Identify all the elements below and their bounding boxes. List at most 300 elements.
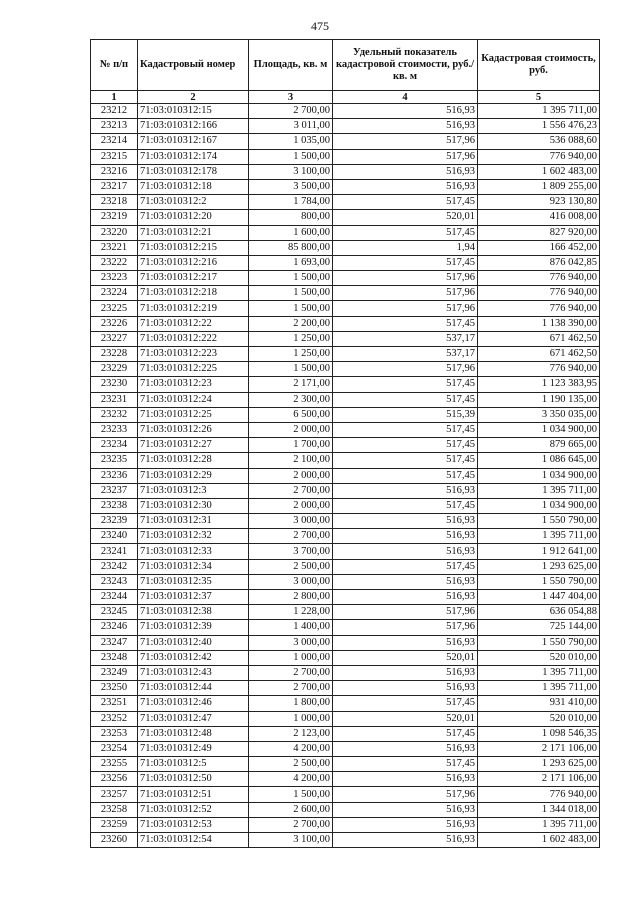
- area-cell: 1 000,00: [249, 711, 333, 726]
- rate-cell: 517,45: [333, 377, 478, 392]
- rate-cell: 520,01: [333, 650, 478, 665]
- cadastral-value-cell: 876 042,85: [478, 255, 600, 270]
- row-number-cell: 23250: [91, 681, 138, 696]
- row-number-cell: 23217: [91, 179, 138, 194]
- table-row: [91, 711, 600, 726]
- table-row: [91, 453, 600, 468]
- table-row: [91, 104, 600, 119]
- rate-cell: 517,45: [333, 757, 478, 772]
- rate-cell: 516,93: [333, 104, 478, 119]
- row-number-cell: 23218: [91, 195, 138, 210]
- rate-cell: 1,94: [333, 240, 478, 255]
- cadastral-number-cell: 71:03:010312:44: [138, 681, 249, 696]
- area-cell: 1 693,00: [249, 255, 333, 270]
- area-cell: 3 500,00: [249, 179, 333, 194]
- row-number-cell: 23251: [91, 696, 138, 711]
- cadastral-number-cell: 71:03:010312:15: [138, 104, 249, 119]
- table-row: [91, 696, 600, 711]
- row-number-cell: 23258: [91, 802, 138, 817]
- cadastral-value-cell: 3 350 035,00: [478, 407, 600, 422]
- cadastral-value-cell: 1 034 900,00: [478, 422, 600, 437]
- column-number: 1: [91, 91, 138, 104]
- row-number-cell: 23212: [91, 104, 138, 119]
- row-number-cell: 23260: [91, 833, 138, 848]
- cadastral-number-cell: 71:03:010312:30: [138, 498, 249, 513]
- row-number-cell: 23231: [91, 392, 138, 407]
- cadastral-number-cell: 71:03:010312:216: [138, 255, 249, 270]
- area-cell: 2 700,00: [249, 817, 333, 832]
- cadastral-number-cell: 71:03:010312:178: [138, 164, 249, 179]
- column-number: 2: [138, 91, 249, 104]
- row-number-cell: 23237: [91, 483, 138, 498]
- cadastral-value-cell: 776 940,00: [478, 286, 600, 301]
- cadastral-number-cell: 71:03:010312:31: [138, 514, 249, 529]
- area-cell: 2 000,00: [249, 468, 333, 483]
- column-numbers-row: [91, 91, 600, 104]
- cadastral-number-cell: 71:03:010312:167: [138, 134, 249, 149]
- cadastral-value-cell: 636 054,88: [478, 605, 600, 620]
- table-row: [91, 164, 600, 179]
- cadastral-value-cell: 2 171 106,00: [478, 772, 600, 787]
- area-cell: 1 500,00: [249, 286, 333, 301]
- area-cell: 3 100,00: [249, 833, 333, 848]
- cadastral-value-cell: 671 462,50: [478, 347, 600, 362]
- rate-cell: 517,45: [333, 316, 478, 331]
- rate-cell: 517,96: [333, 362, 478, 377]
- area-cell: 6 500,00: [249, 407, 333, 422]
- rate-cell: 515,39: [333, 407, 478, 422]
- rate-cell: 537,17: [333, 347, 478, 362]
- rate-cell: 517,45: [333, 255, 478, 270]
- cadastral-number-cell: 71:03:010312:42: [138, 650, 249, 665]
- rate-cell: 517,96: [333, 787, 478, 802]
- area-cell: 2 200,00: [249, 316, 333, 331]
- cadastral-number-cell: 71:03:010312:37: [138, 590, 249, 605]
- cadastral-value-cell: 1 447 404,00: [478, 590, 600, 605]
- rate-cell: 517,45: [333, 438, 478, 453]
- area-cell: 2 700,00: [249, 483, 333, 498]
- cadastral-number-cell: 71:03:010312:43: [138, 665, 249, 680]
- area-cell: 2 123,00: [249, 726, 333, 741]
- area-cell: 800,00: [249, 210, 333, 225]
- cadastral-value-cell: 827 920,00: [478, 225, 600, 240]
- cadastral-number-cell: 71:03:010312:2: [138, 195, 249, 210]
- row-number-cell: 23239: [91, 514, 138, 529]
- cadastral-number-cell: 71:03:010312:223: [138, 347, 249, 362]
- area-cell: 1 250,00: [249, 331, 333, 346]
- table-row: [91, 468, 600, 483]
- area-cell: 2 000,00: [249, 422, 333, 437]
- rate-cell: 520,01: [333, 711, 478, 726]
- rate-cell: 517,45: [333, 498, 478, 513]
- table-row: [91, 498, 600, 513]
- cadastral-value-cell: 1 550 790,00: [478, 635, 600, 650]
- cadastral-number-cell: 71:03:010312:33: [138, 544, 249, 559]
- table-row: [91, 149, 600, 164]
- header-cadastral-number: Кадастровый номер: [138, 40, 249, 91]
- table-row: [91, 665, 600, 680]
- table-row: [91, 301, 600, 316]
- cadastral-value-cell: 776 940,00: [478, 271, 600, 286]
- cadastral-value-cell: 1 395 711,00: [478, 681, 600, 696]
- table-row: [91, 605, 600, 620]
- area-cell: 1 784,00: [249, 195, 333, 210]
- row-number-cell: 23242: [91, 559, 138, 574]
- cadastral-number-cell: 71:03:010312:29: [138, 468, 249, 483]
- table-row: [91, 210, 600, 225]
- cadastral-number-cell: 71:03:010312:48: [138, 726, 249, 741]
- table-row: [91, 347, 600, 362]
- table-row: [91, 772, 600, 787]
- rate-cell: 516,93: [333, 802, 478, 817]
- row-number-cell: 23230: [91, 377, 138, 392]
- cadastral-number-cell: 71:03:010312:51: [138, 787, 249, 802]
- area-cell: 2 600,00: [249, 802, 333, 817]
- table-row: [91, 802, 600, 817]
- cadastral-number-cell: 71:03:010312:34: [138, 559, 249, 574]
- cadastral-number-cell: 71:03:010312:225: [138, 362, 249, 377]
- rate-cell: 517,96: [333, 286, 478, 301]
- row-number-cell: 23236: [91, 468, 138, 483]
- cadastral-number-cell: 71:03:010312:20: [138, 210, 249, 225]
- cadastral-number-cell: 71:03:010312:49: [138, 741, 249, 756]
- area-cell: 2 500,00: [249, 757, 333, 772]
- table-row: [91, 240, 600, 255]
- area-cell: 85 800,00: [249, 240, 333, 255]
- row-number-cell: 23215: [91, 149, 138, 164]
- table-row: [91, 787, 600, 802]
- rate-cell: 517,45: [333, 225, 478, 240]
- area-cell: 1 700,00: [249, 438, 333, 453]
- row-number-cell: 23238: [91, 498, 138, 513]
- area-cell: 2 100,00: [249, 453, 333, 468]
- table-row: [91, 286, 600, 301]
- cadastral-value-cell: 1 034 900,00: [478, 468, 600, 483]
- row-number-cell: 23240: [91, 529, 138, 544]
- area-cell: 2 700,00: [249, 529, 333, 544]
- table-row: [91, 377, 600, 392]
- cadastral-value-cell: 166 452,00: [478, 240, 600, 255]
- cadastral-value-cell: 1 138 390,00: [478, 316, 600, 331]
- area-cell: 3 000,00: [249, 574, 333, 589]
- area-cell: 2 300,00: [249, 392, 333, 407]
- table-header: [91, 40, 600, 104]
- area-cell: 2 500,00: [249, 559, 333, 574]
- cadastral-value-cell: 1 293 625,00: [478, 757, 600, 772]
- cadastral-number-cell: 71:03:010312:23: [138, 377, 249, 392]
- area-cell: 2 171,00: [249, 377, 333, 392]
- row-number-cell: 23229: [91, 362, 138, 377]
- table-row: [91, 316, 600, 331]
- table-row: [91, 650, 600, 665]
- cadastral-value-cell: 520 010,00: [478, 711, 600, 726]
- cadastral-number-cell: 71:03:010312:52: [138, 802, 249, 817]
- rate-cell: 537,17: [333, 331, 478, 346]
- row-number-cell: 23234: [91, 438, 138, 453]
- table-row: [91, 195, 600, 210]
- table-row: [91, 119, 600, 134]
- page-number: 475: [311, 19, 329, 33]
- table-row: [91, 635, 600, 650]
- row-number-cell: 23244: [91, 590, 138, 605]
- rate-cell: 517,45: [333, 392, 478, 407]
- cadastral-value-cell: 1 034 900,00: [478, 498, 600, 513]
- area-cell: 3 100,00: [249, 164, 333, 179]
- cadastral-number-cell: 71:03:010312:27: [138, 438, 249, 453]
- area-cell: 1 500,00: [249, 271, 333, 286]
- rate-cell: 516,93: [333, 574, 478, 589]
- table-row: [91, 514, 600, 529]
- cadastral-value-cell: 1 809 255,00: [478, 179, 600, 194]
- cadastral-value-cell: 879 665,00: [478, 438, 600, 453]
- column-number: 5: [478, 91, 600, 104]
- cadastral-value-cell: 2 171 106,00: [478, 741, 600, 756]
- row-number-cell: 23255: [91, 757, 138, 772]
- cadastral-number-cell: 71:03:010312:21: [138, 225, 249, 240]
- table-row: [91, 574, 600, 589]
- table-body: [91, 104, 600, 848]
- rate-cell: 517,45: [333, 468, 478, 483]
- rate-cell: 516,93: [333, 772, 478, 787]
- area-cell: 1 500,00: [249, 301, 333, 316]
- cadastral-value-cell: 776 940,00: [478, 362, 600, 377]
- cadastral-number-cell: 71:03:010312:32: [138, 529, 249, 544]
- rate-cell: 516,93: [333, 817, 478, 832]
- table-row: [91, 681, 600, 696]
- row-number-cell: 23248: [91, 650, 138, 665]
- rate-cell: 517,96: [333, 301, 478, 316]
- area-cell: 1 035,00: [249, 134, 333, 149]
- row-number-cell: 23252: [91, 711, 138, 726]
- cadastral-value-cell: 1 556 476,23: [478, 119, 600, 134]
- cadastral-value-cell: 1 123 383,95: [478, 377, 600, 392]
- header-area: Площадь, кв. м: [249, 40, 333, 91]
- cadastral-number-cell: 71:03:010312:24: [138, 392, 249, 407]
- cadastral-value-cell: 536 088,60: [478, 134, 600, 149]
- area-cell: 2 800,00: [249, 590, 333, 605]
- table-row: [91, 559, 600, 574]
- cadastral-number-cell: 71:03:010312:38: [138, 605, 249, 620]
- cadastral-value-cell: 923 130,80: [478, 195, 600, 210]
- cadastral-number-cell: 71:03:010312:46: [138, 696, 249, 711]
- table-row: [91, 483, 600, 498]
- row-number-cell: 23227: [91, 331, 138, 346]
- row-number-cell: 23222: [91, 255, 138, 270]
- cadastral-number-cell: 71:03:010312:35: [138, 574, 249, 589]
- cadastral-value-cell: 1 395 711,00: [478, 104, 600, 119]
- table-row: [91, 392, 600, 407]
- area-cell: 3 000,00: [249, 514, 333, 529]
- cadastral-value-cell: 671 462,50: [478, 331, 600, 346]
- table-row: [91, 757, 600, 772]
- area-cell: 1 228,00: [249, 605, 333, 620]
- rate-cell: 517,96: [333, 271, 478, 286]
- table-row: [91, 331, 600, 346]
- rate-cell: 517,96: [333, 605, 478, 620]
- rate-cell: 517,45: [333, 696, 478, 711]
- cadastral-number-cell: 71:03:010312:166: [138, 119, 249, 134]
- rate-cell: 517,45: [333, 453, 478, 468]
- cadastral-value-cell: 1 395 711,00: [478, 529, 600, 544]
- cadastral-value-cell: 1 550 790,00: [478, 514, 600, 529]
- cadastral-value-cell: 520 010,00: [478, 650, 600, 665]
- row-number-cell: 23247: [91, 635, 138, 650]
- rate-cell: 516,93: [333, 164, 478, 179]
- cadastral-value-cell: 776 940,00: [478, 149, 600, 164]
- cadastral-number-cell: 71:03:010312:174: [138, 149, 249, 164]
- cadastral-number-cell: 71:03:010312:215: [138, 240, 249, 255]
- cadastral-number-cell: 71:03:010312:5: [138, 757, 249, 772]
- table-row: [91, 529, 600, 544]
- area-cell: 1 500,00: [249, 787, 333, 802]
- cadastral-number-cell: 71:03:010312:53: [138, 817, 249, 832]
- row-number-cell: 23213: [91, 119, 138, 134]
- row-number-cell: 23219: [91, 210, 138, 225]
- cadastral-number-cell: 71:03:010312:219: [138, 301, 249, 316]
- header-rate: Удельный показатель кадастровой стоимости, руб./кв. м: [333, 40, 478, 91]
- area-cell: 1 600,00: [249, 225, 333, 240]
- rate-cell: 516,93: [333, 514, 478, 529]
- table-row: [91, 362, 600, 377]
- cadastral-value-cell: 1 086 645,00: [478, 453, 600, 468]
- area-cell: 1 500,00: [249, 362, 333, 377]
- area-cell: 1 800,00: [249, 696, 333, 711]
- column-number: 3: [249, 91, 333, 104]
- row-number-cell: 23249: [91, 665, 138, 680]
- row-number-cell: 23214: [91, 134, 138, 149]
- row-number-cell: 23245: [91, 605, 138, 620]
- rate-cell: 516,93: [333, 483, 478, 498]
- rate-cell: 516,93: [333, 544, 478, 559]
- table-row: [91, 255, 600, 270]
- header-value: Кадастровая стоимость, руб.: [478, 40, 600, 91]
- cadastral-value-cell: 776 940,00: [478, 301, 600, 316]
- table-row: [91, 225, 600, 240]
- table-row: [91, 407, 600, 422]
- area-cell: 2 000,00: [249, 498, 333, 513]
- rate-cell: 517,96: [333, 620, 478, 635]
- area-cell: 1 250,00: [249, 347, 333, 362]
- row-number-cell: 23235: [91, 453, 138, 468]
- area-cell: 4 200,00: [249, 741, 333, 756]
- area-cell: 1 500,00: [249, 149, 333, 164]
- table-row: [91, 726, 600, 741]
- row-number-cell: 23224: [91, 286, 138, 301]
- row-number-cell: 23256: [91, 772, 138, 787]
- area-cell: 3 700,00: [249, 544, 333, 559]
- table-row: [91, 817, 600, 832]
- rate-cell: 517,96: [333, 134, 478, 149]
- table-row: [91, 544, 600, 559]
- table-row: [91, 620, 600, 635]
- rate-cell: 520,01: [333, 210, 478, 225]
- table-row: [91, 179, 600, 194]
- cadastral-table: [90, 39, 600, 848]
- table-row: [91, 741, 600, 756]
- row-number-cell: 23226: [91, 316, 138, 331]
- rate-cell: 516,93: [333, 681, 478, 696]
- cadastral-value-cell: 1 293 625,00: [478, 559, 600, 574]
- table-row: [91, 134, 600, 149]
- row-number-cell: 23259: [91, 817, 138, 832]
- area-cell: 2 700,00: [249, 665, 333, 680]
- table-row: [91, 833, 600, 848]
- cadastral-number-cell: 71:03:010312:217: [138, 271, 249, 286]
- area-cell: 3 000,00: [249, 635, 333, 650]
- rate-cell: 517,45: [333, 559, 478, 574]
- column-number: 4: [333, 91, 478, 104]
- row-number-cell: 23228: [91, 347, 138, 362]
- rate-cell: 516,93: [333, 635, 478, 650]
- area-cell: 4 200,00: [249, 772, 333, 787]
- rate-cell: 516,93: [333, 833, 478, 848]
- row-number-cell: 23220: [91, 225, 138, 240]
- area-cell: 1 400,00: [249, 620, 333, 635]
- row-number-cell: 23257: [91, 787, 138, 802]
- rate-cell: 516,93: [333, 741, 478, 756]
- cadastral-number-cell: 71:03:010312:218: [138, 286, 249, 301]
- rate-cell: 516,93: [333, 529, 478, 544]
- cadastral-number-cell: 71:03:010312:39: [138, 620, 249, 635]
- row-number-cell: 23223: [91, 271, 138, 286]
- header-num: № п/п: [91, 40, 138, 91]
- cadastral-number-cell: 71:03:010312:40: [138, 635, 249, 650]
- cadastral-value-cell: 725 144,00: [478, 620, 600, 635]
- area-cell: 2 700,00: [249, 104, 333, 119]
- row-number-cell: 23253: [91, 726, 138, 741]
- cadastral-value-cell: 1 395 711,00: [478, 483, 600, 498]
- cadastral-value-cell: 1 395 711,00: [478, 665, 600, 680]
- table-row: [91, 271, 600, 286]
- rate-cell: 516,93: [333, 119, 478, 134]
- row-number-cell: 23216: [91, 164, 138, 179]
- cadastral-value-cell: 776 940,00: [478, 787, 600, 802]
- cadastral-number-cell: 71:03:010312:26: [138, 422, 249, 437]
- cadastral-number-cell: 71:03:010312:18: [138, 179, 249, 194]
- cadastral-value-cell: 1 550 790,00: [478, 574, 600, 589]
- cadastral-value-cell: 1 602 483,00: [478, 164, 600, 179]
- cadastral-value-cell: 1 395 711,00: [478, 817, 600, 832]
- table-row: [91, 438, 600, 453]
- row-number-cell: 23254: [91, 741, 138, 756]
- cadastral-value-cell: 416 008,00: [478, 210, 600, 225]
- cadastral-value-cell: 1 190 135,00: [478, 392, 600, 407]
- cadastral-number-cell: 71:03:010312:25: [138, 407, 249, 422]
- row-number-cell: 23246: [91, 620, 138, 635]
- row-number-cell: 23221: [91, 240, 138, 255]
- cadastral-value-cell: 1 912 641,00: [478, 544, 600, 559]
- area-cell: 2 700,00: [249, 681, 333, 696]
- rate-cell: 517,45: [333, 422, 478, 437]
- row-number-cell: 23241: [91, 544, 138, 559]
- rate-cell: 517,45: [333, 726, 478, 741]
- cadastral-number-cell: 71:03:010312:50: [138, 772, 249, 787]
- cadastral-value-cell: 1 098 546,35: [478, 726, 600, 741]
- cadastral-value-cell: 931 410,00: [478, 696, 600, 711]
- rate-cell: 517,96: [333, 149, 478, 164]
- rate-cell: 516,93: [333, 179, 478, 194]
- cadastral-number-cell: 71:03:010312:54: [138, 833, 249, 848]
- cadastral-number-cell: 71:03:010312:222: [138, 331, 249, 346]
- table-row: [91, 422, 600, 437]
- area-cell: 3 011,00: [249, 119, 333, 134]
- rate-cell: 517,45: [333, 195, 478, 210]
- table-row: [91, 590, 600, 605]
- area-cell: 1 000,00: [249, 650, 333, 665]
- rate-cell: 516,93: [333, 665, 478, 680]
- cadastral-value-cell: 1 602 483,00: [478, 833, 600, 848]
- cadastral-number-cell: 71:03:010312:22: [138, 316, 249, 331]
